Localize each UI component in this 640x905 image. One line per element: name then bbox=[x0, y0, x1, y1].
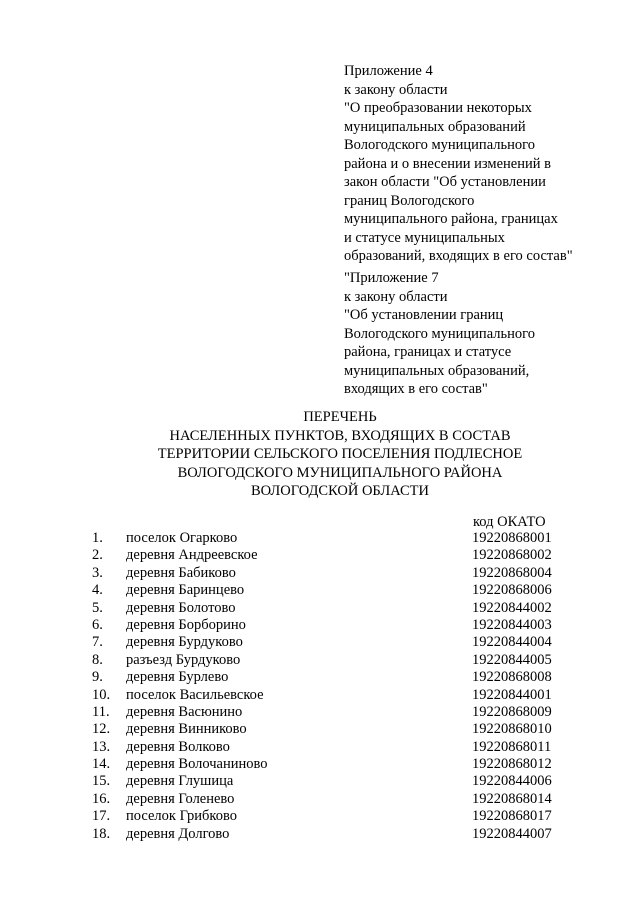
table-row bbox=[0, 634, 640, 651]
annex-header-line: "О преобразовании некоторых bbox=[344, 100, 532, 116]
settlement-name: деревня Бурдуково bbox=[126, 634, 243, 651]
row-number: 5. bbox=[92, 599, 103, 616]
row-number: 16. bbox=[92, 790, 111, 807]
okato-code: 19220844004 bbox=[472, 634, 552, 651]
okato-code: 19220844003 bbox=[472, 616, 552, 633]
okato-code: 19220844006 bbox=[472, 773, 552, 790]
quoted-annex-header bbox=[344, 269, 624, 399]
okato-code: 19220868006 bbox=[472, 582, 552, 599]
okato-code: 19220868017 bbox=[472, 808, 552, 825]
annex-header-line: образований, входящих в его состав" bbox=[344, 248, 573, 264]
table-row bbox=[0, 530, 640, 547]
table-row bbox=[0, 756, 640, 773]
title-line: ТЕРРИТОРИИ СЕЛЬСКОГО ПОСЕЛЕНИЯ ПОДЛЕСНОЕ bbox=[157, 446, 523, 462]
title-line: НАСЕЛЕННЫХ ПУНКТОВ, ВХОДЯЩИХ В СОСТАВ bbox=[169, 427, 511, 444]
row-number: 8. bbox=[92, 651, 103, 668]
quoted-annex-line: к закону области bbox=[344, 288, 448, 305]
okato-code-header: код ОКАТО bbox=[473, 514, 546, 530]
okato-code: 19220868008 bbox=[472, 669, 552, 686]
row-number: 9. bbox=[92, 669, 103, 686]
table-row bbox=[0, 826, 640, 843]
row-number: 11. bbox=[92, 703, 110, 720]
settlement-name: деревня Голенево bbox=[126, 790, 235, 807]
annex-header-line: к закону области bbox=[344, 81, 448, 98]
okato-code: 19220868009 bbox=[472, 703, 552, 720]
title-line: ПЕРЕЧЕНЬ bbox=[303, 409, 377, 425]
row-number: 4. bbox=[92, 582, 103, 599]
table-row bbox=[0, 773, 640, 790]
table-row bbox=[0, 582, 640, 599]
table-row bbox=[0, 669, 640, 686]
table-row bbox=[0, 739, 640, 756]
settlement-name: разъезд Бурдуково bbox=[126, 651, 241, 668]
table-row bbox=[0, 652, 640, 669]
title-line: ВОЛОГОДСКОГО МУНИЦИПАЛЬНОГО РАЙОНА bbox=[177, 464, 503, 481]
row-number: 12. bbox=[92, 721, 111, 738]
annex-header-line: границ Вологодского bbox=[344, 192, 475, 209]
table-row bbox=[0, 600, 640, 617]
settlement-name: поселок Огарково bbox=[126, 530, 238, 546]
quoted-annex-line: Вологодского муниципального bbox=[344, 325, 535, 342]
okato-code: 19220868002 bbox=[472, 547, 552, 564]
table-row bbox=[0, 808, 640, 825]
title-line: ВОЛОГОДСКОЙ ОБЛАСТИ bbox=[251, 483, 429, 499]
okato-code: 19220868014 bbox=[472, 790, 552, 807]
okato-code: 19220844002 bbox=[472, 599, 552, 616]
settlement-name: деревня Бабиково bbox=[126, 564, 236, 581]
quoted-annex-line: входящих в его состав" bbox=[344, 381, 488, 397]
annex-header-line: муниципальных образований bbox=[344, 118, 526, 135]
table-row bbox=[0, 565, 640, 582]
okato-code: 19220868011 bbox=[472, 738, 552, 755]
quoted-annex-line: района, границах и статусе bbox=[344, 344, 512, 360]
settlement-name: поселок Грибково bbox=[126, 808, 237, 825]
quoted-annex-line: "Об установлении границ bbox=[344, 307, 504, 323]
annex-header-line: Вологодского муниципального bbox=[344, 137, 535, 153]
row-number: 10. bbox=[92, 686, 111, 703]
settlement-name: деревня Винниково bbox=[126, 721, 247, 738]
annex-header-line: Приложение 4 bbox=[344, 63, 433, 79]
settlement-name: деревня Волково bbox=[126, 738, 230, 755]
table-row bbox=[0, 721, 640, 738]
settlement-name: деревня Долгово bbox=[126, 825, 230, 842]
okato-code: 19220868012 bbox=[472, 756, 552, 773]
settlement-name: деревня Глушица bbox=[126, 773, 234, 790]
okato-code: 19220844001 bbox=[472, 686, 552, 703]
okato-code: 19220868001 bbox=[472, 530, 552, 546]
okato-code: 19220868004 bbox=[472, 564, 552, 581]
row-number: 6. bbox=[92, 616, 103, 633]
row-number: 3. bbox=[92, 564, 103, 581]
quoted-annex-line: "Приложение 7 bbox=[344, 270, 439, 286]
annex-header bbox=[344, 62, 624, 266]
settlement-name: деревня Андреевское bbox=[126, 547, 258, 564]
row-number: 17. bbox=[92, 808, 111, 825]
okato-code: 19220868010 bbox=[472, 721, 552, 738]
table-row bbox=[0, 687, 640, 704]
table-row bbox=[0, 547, 640, 564]
row-number: 2. bbox=[92, 547, 103, 564]
document-title bbox=[60, 408, 620, 501]
annex-header-line: закон области "Об установлении bbox=[344, 174, 546, 190]
annex-header-line: района и о внесении изменений в bbox=[344, 155, 551, 172]
row-number: 13. bbox=[92, 738, 111, 755]
settlement-name: деревня Васюнино bbox=[126, 703, 243, 720]
settlement-name: деревня Баринцево bbox=[126, 582, 245, 599]
okato-code: 19220844007 bbox=[472, 825, 552, 842]
settlement-name: деревня Болотово bbox=[126, 599, 236, 616]
annex-header-line: муниципального района, границах bbox=[344, 211, 558, 227]
settlement-name: поселок Васильевское bbox=[126, 686, 264, 703]
settlement-name: деревня Волочаниново bbox=[126, 756, 268, 773]
table-row bbox=[0, 617, 640, 634]
table-row bbox=[0, 791, 640, 808]
table-row bbox=[0, 704, 640, 721]
row-number: 18. bbox=[92, 825, 111, 842]
row-number: 14. bbox=[92, 756, 111, 773]
row-number: 15. bbox=[92, 773, 111, 790]
row-number: 1. bbox=[92, 530, 103, 546]
row-number: 7. bbox=[92, 634, 103, 651]
settlement-name: деревня Бурлево bbox=[126, 669, 229, 686]
quoted-annex-line: муниципальных образований, bbox=[344, 362, 530, 379]
okato-code: 19220844005 bbox=[472, 651, 552, 668]
settlement-name: деревня Борборино bbox=[126, 616, 246, 633]
settlements-table bbox=[0, 530, 640, 843]
annex-header-line: и статусе муниципальных bbox=[344, 229, 505, 246]
